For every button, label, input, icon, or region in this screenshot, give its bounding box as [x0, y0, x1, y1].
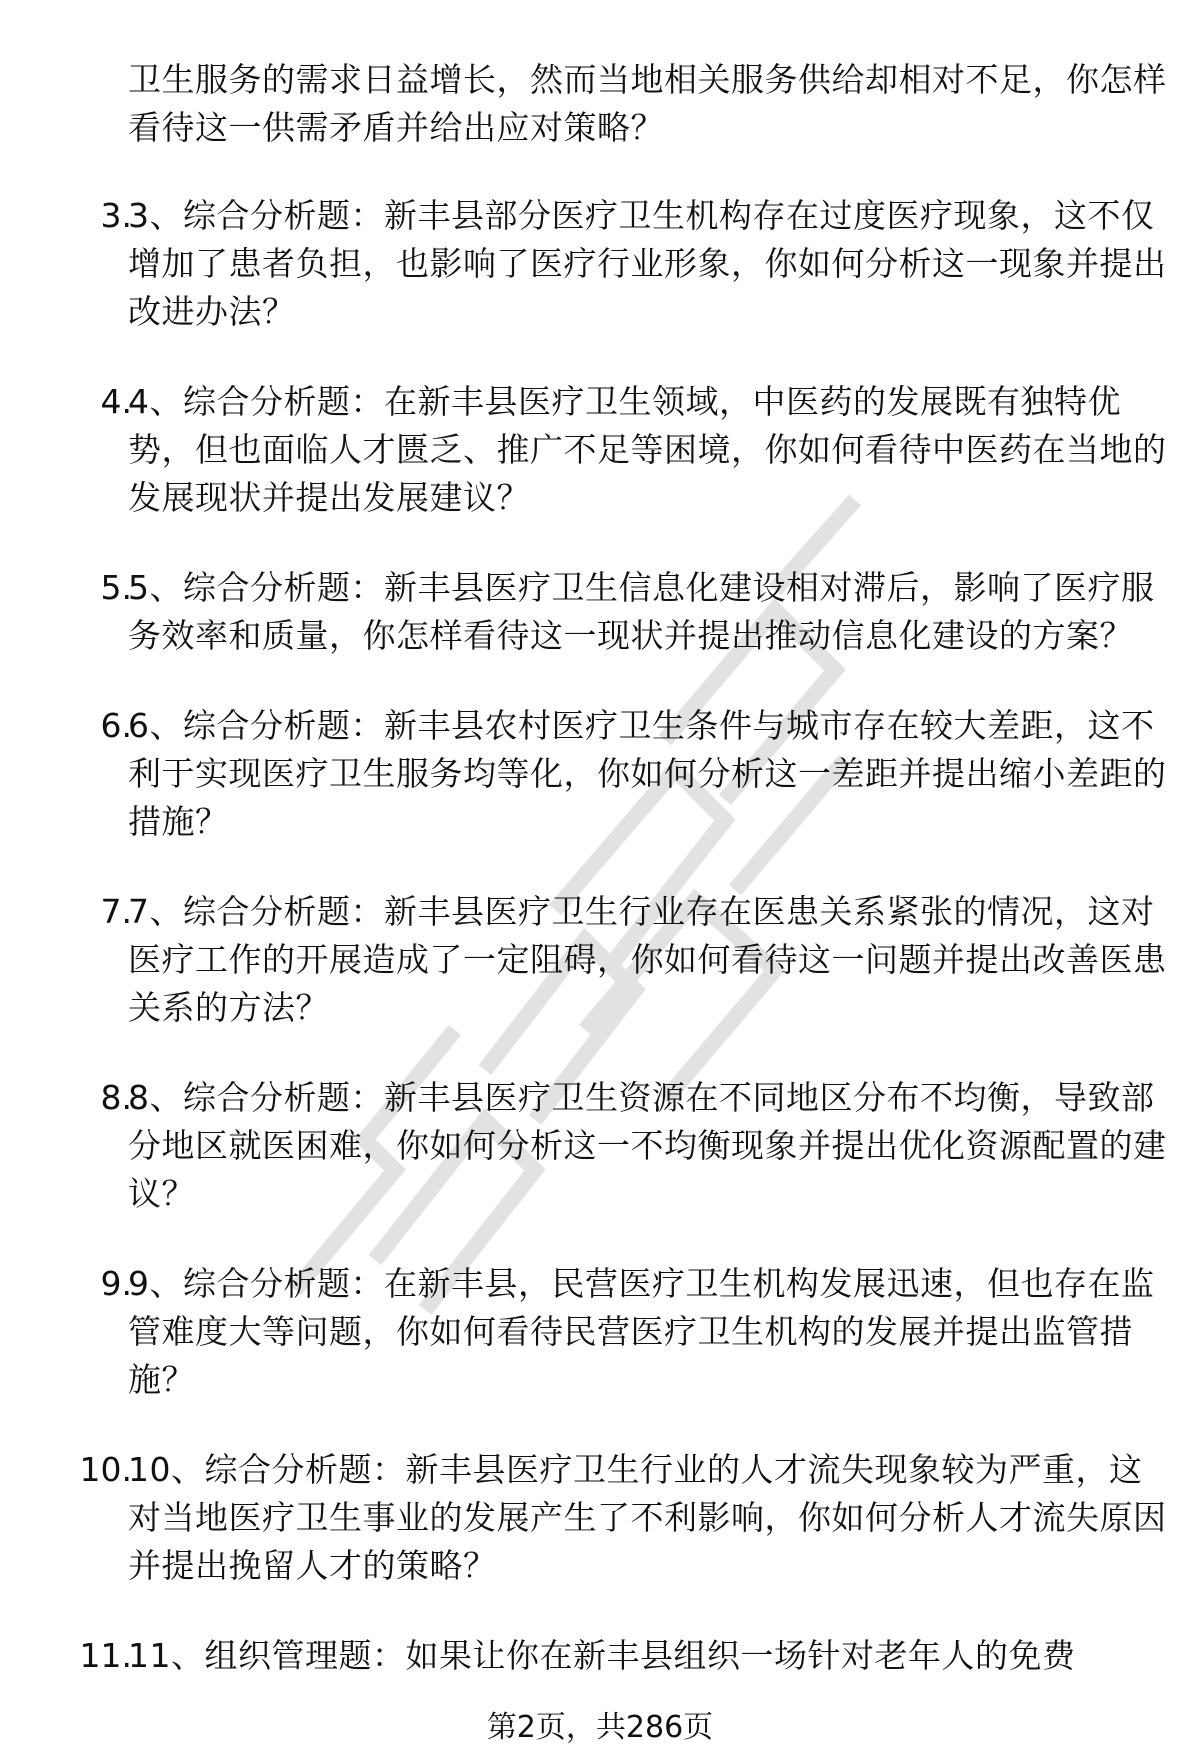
question-text: 11、组织管理题：如果让你在新丰县组织一场针对老年人的免费: [128, 1636, 1076, 1675]
list-item: [0, 1074, 1200, 1218]
list-number: 3.: [100, 196, 132, 235]
question-text: 4、综合分析题：在新丰县医疗卫生领域，中医药的发展既有独特优势，但也面临人才匮乏、推广不足等困境，你如何看待中医药在当地的发展现状并提出发展建议？: [128, 382, 1167, 517]
watermark-text: 职业资格: [255, 470, 259, 471]
list-item: [0, 702, 1200, 846]
list-item: [0, 1446, 1200, 1590]
question-text: 8、综合分析题：新丰县医疗卫生资源在不同地区分布不均衡，导致部分地区就医困难，你如何分析这一不均衡现象并提出优化资源配置的建议？: [128, 1078, 1167, 1213]
question-text: 3、综合分析题：新丰县部分医疗卫生机构存在过度医疗现象，这不仅增加了患者负担，也影响了医疗行业形象，你如何分析这一现象并提出改进办法？: [128, 196, 1167, 331]
list-item: [0, 192, 1200, 336]
list-item: [0, 1260, 1200, 1404]
list-number: 6.: [100, 706, 132, 745]
list-number: 7.: [100, 892, 132, 931]
question-text: 6、综合分析题：新丰县农村医疗卫生条件与城市存在较大差距，这不利于实现医疗卫生服务均等化，你如何分析这一差距并提出缩小差距的措施？: [128, 706, 1167, 841]
intro-text: 卫生服务的需求日益增长，然而当地相关服务供给却相对不足，你怎样看待这一供需矛盾并给出应对策略？: [128, 60, 1167, 147]
list-item: [0, 378, 1200, 522]
list-number: 4.: [100, 382, 132, 421]
list-item: [0, 888, 1200, 1032]
question-text: 9、综合分析题：在新丰县，民营医疗卫生机构发展迅速，但也存在监管难度大等问题，你如何看待民营医疗卫生机构的发展并提出监管措施？: [128, 1264, 1155, 1399]
list-item: [0, 564, 1200, 660]
list-number: 11.: [79, 1636, 132, 1675]
list-number: 8.: [100, 1078, 132, 1117]
list-number: 10.: [79, 1450, 132, 1489]
list-number: 9.: [100, 1264, 132, 1303]
page-footer: 第2页，共286页: [486, 1710, 714, 1745]
content: [0, 56, 1200, 1722]
list-number: 5.: [100, 568, 132, 607]
question-text: 7、综合分析题：新丰县医疗卫生行业存在医患关系紧张的情况，这对医疗工作的开展造成了一定阻碍，你如何看待这一问题并提出改善医患关系的方法？: [128, 892, 1167, 1027]
list-item: [0, 1632, 1200, 1680]
question-text: 5、综合分析题：新丰县医疗卫生信息化建设相对滞后，影响了医疗服务效率和质量，你怎样看待这一现状并提出推动信息化建设的方案？: [128, 568, 1155, 655]
question-text: 10、综合分析题：新丰县医疗卫生行业的人才流失现象较为严重，这对当地医疗卫生事业的发展产生了不利影响，你如何分析人才流失原因并提出挽留人才的策略？: [128, 1450, 1167, 1585]
